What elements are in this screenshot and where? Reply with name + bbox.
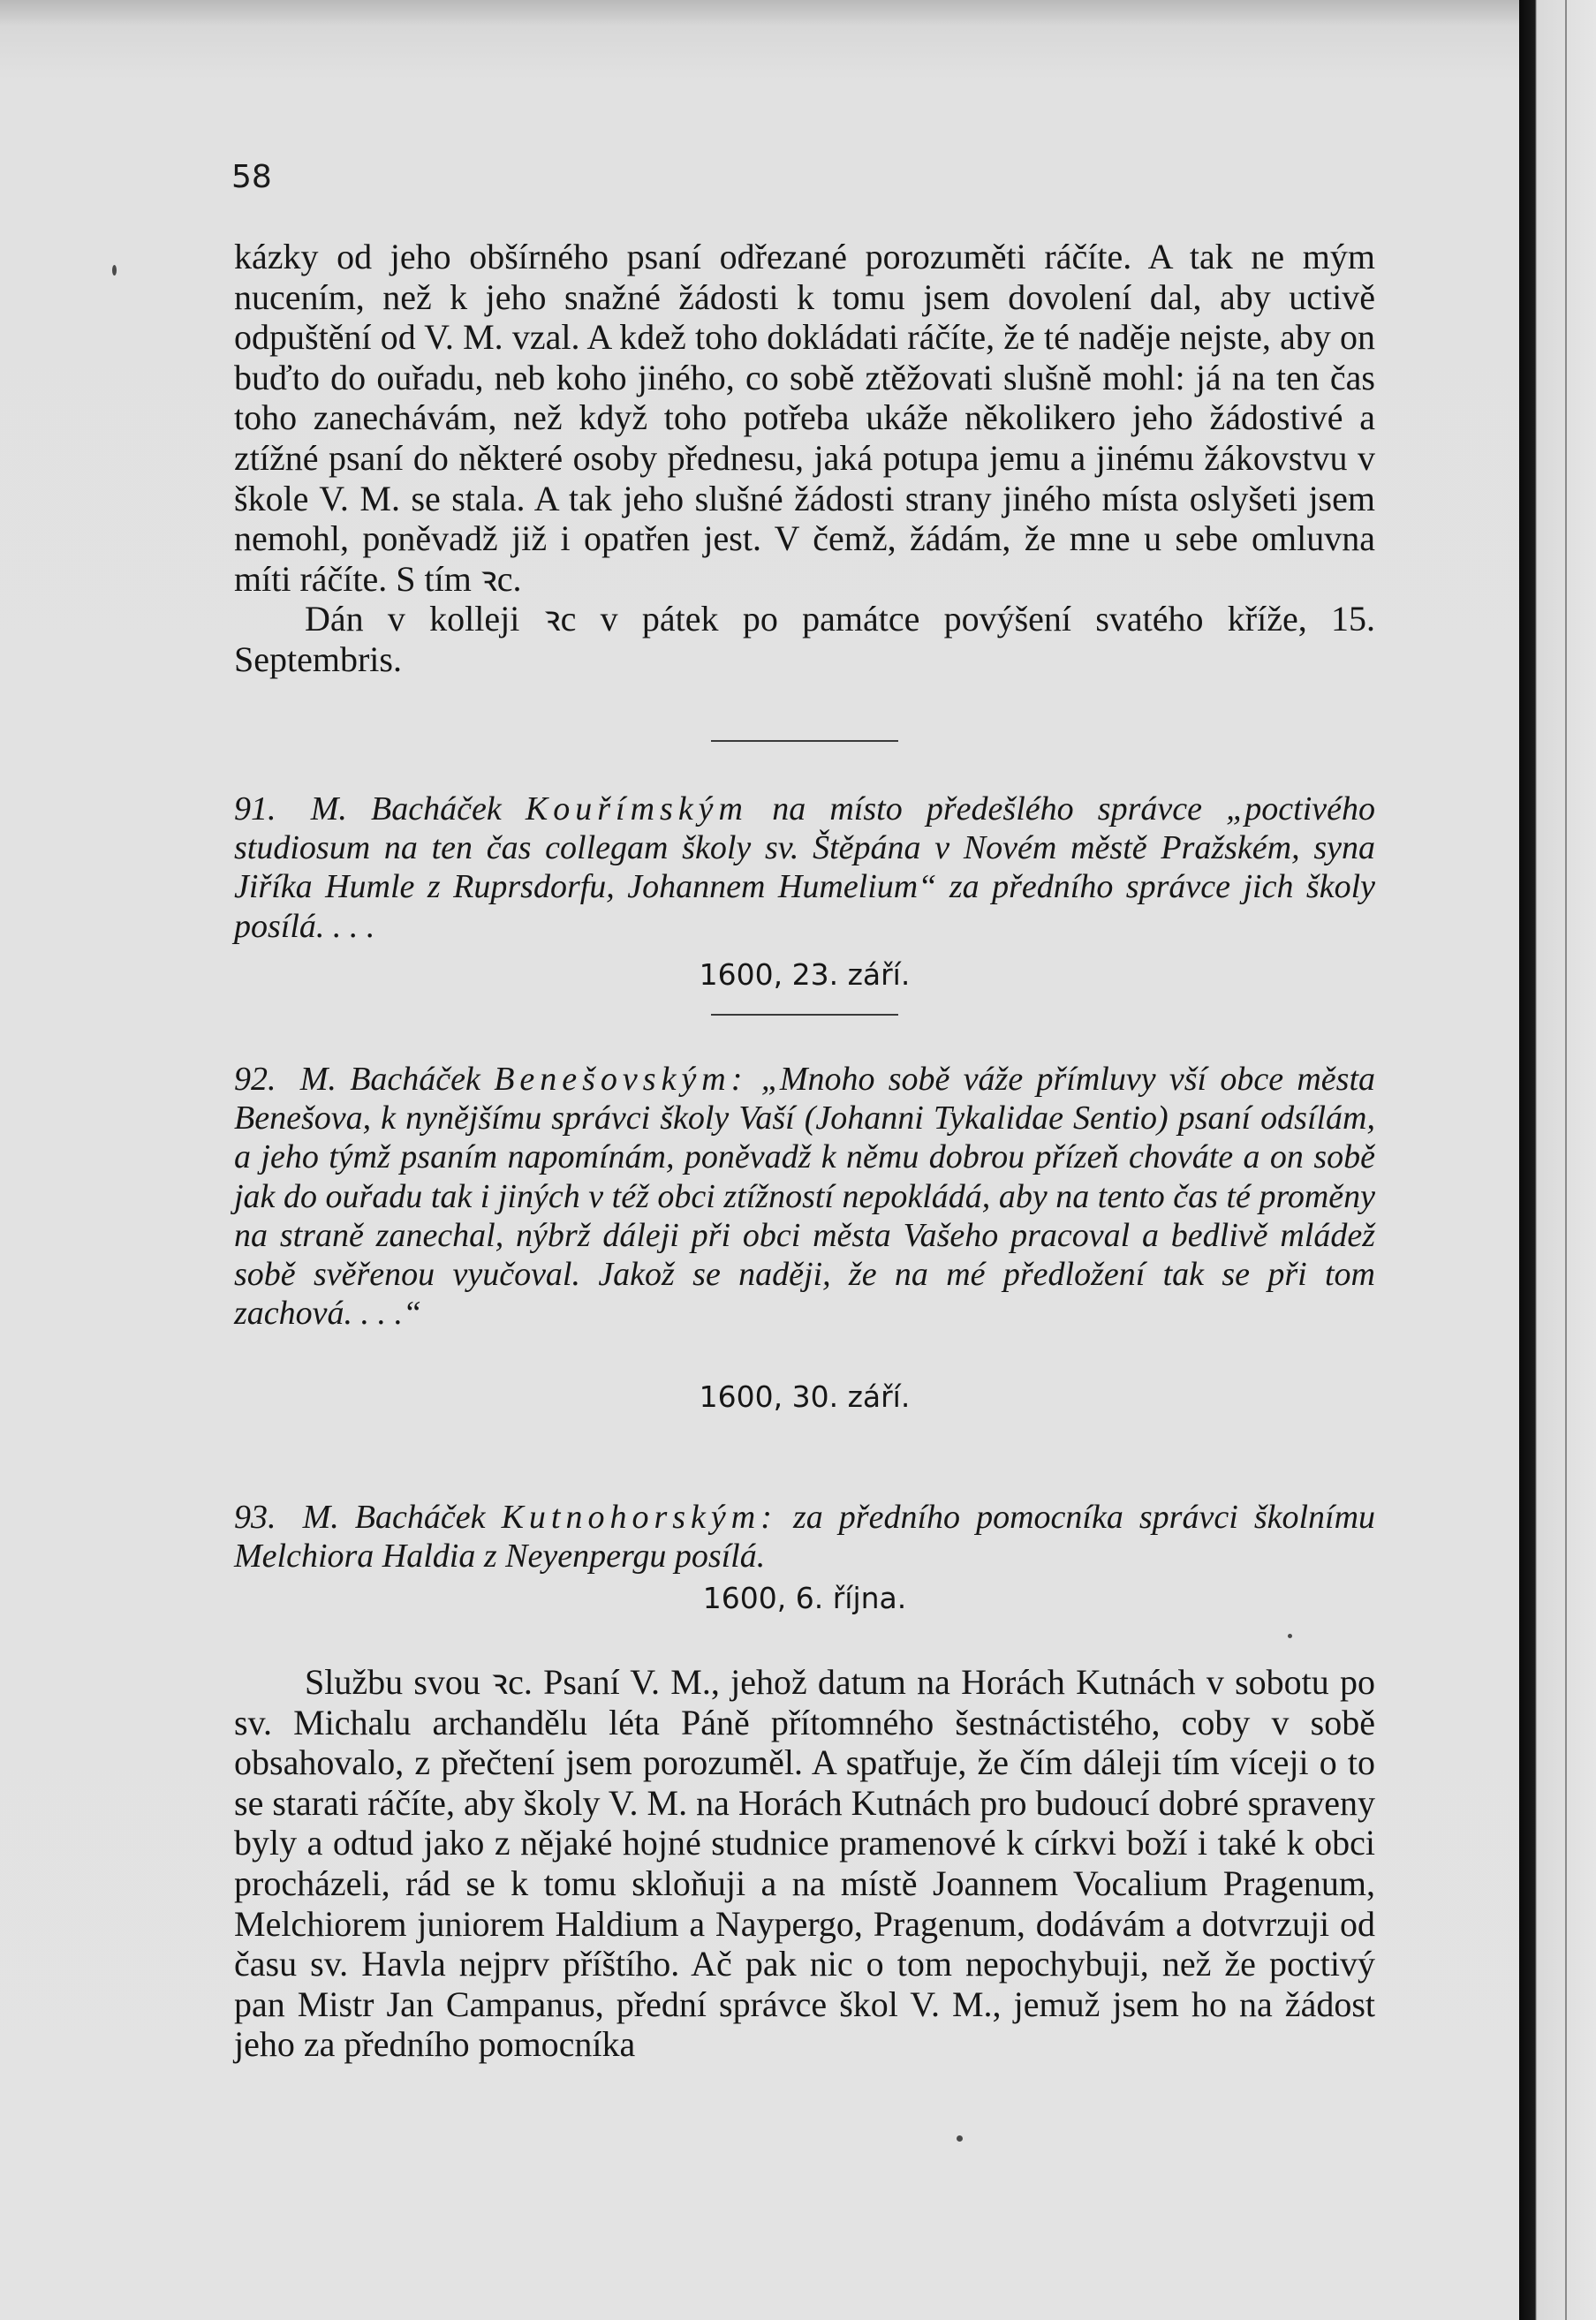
- letter-92-date: 1600, 30. září.: [699, 1379, 911, 1414]
- letter-91-summary: [234, 790, 1375, 946]
- letter-93-date: 1600, 6. října.: [702, 1581, 907, 1615]
- separator-rule: [711, 1014, 898, 1016]
- letter-92-summary: [234, 1060, 1375, 1333]
- letter-number: 92.: [234, 1061, 276, 1098]
- letter-body-paragraph: Službu svou ꝛc. Psaní V. M., jehož datum na Horách Kutnách v sobotu po sv. Michalu archandělu léta Páně přítomného šestnáctistého, coby v sobě obsahovalo, z přečtení jsem porozuměl. A spatřuje, že čím dáleji tím víceji o to se starati ráčíte, aby školy V. M. na Horách Kutnách pro budoucí dobré spraveny byly a odtud jako z nějaké hojné studnice pramenové k církvi boží i také k obci procházeli, rád se k tomu skloňuji a na místě Joannem Vocalium Pragenum, Melchiorem juniorem Haldium a Naypergo, Pragenum, dodávám a dotvrzuji od času sv. Havla nejprv příštího. Ač pak nic o tom nepochybuji, než že poctivý pan Mistr Jan Campanus, přední správce škol V. M., jemuž jsem ho na žádost jeho za předního pomocníka: [234, 1662, 1375, 2065]
- paragraph-dating: Dán v kolleji ꝛc v pátek po památce povýšení svatého kříže, 15. Septembris.: [234, 599, 1375, 679]
- letter-text: „Mnoho sobě váže přímluvy vší obce města Benešova, k nynějšímu správci školy Vaší (Johanni Tykalidae Sentio) psaní odsílám, a jeho týmž psaním napomínám, poněvadž k němu dobrou přízeň chováte a on sobě jak do ouřadu tak i jiných v též obci ztížností nepokládá, aby na tento čas té proměny na straně zanechal, nýbrž dáleji při obci města Vašeho pracoval a bedlivě mládež sobě svěřenou vyučoval. Jakož se naději, že na mé předložení tak se při tom zachová. . . .“: [234, 1061, 1376, 1333]
- separator-rule: [711, 740, 898, 742]
- letter-recipient: Kouřímským: [525, 790, 748, 827]
- letter-number: 91.: [234, 790, 276, 827]
- stray-mark: [957, 2135, 963, 2142]
- letter-author: M. Bacháček: [299, 1061, 480, 1098]
- letter-93-summary: [234, 1498, 1375, 1576]
- letter-author: M. Bacháček: [310, 790, 502, 827]
- letter-recipient: Kutnohorským:: [501, 1499, 777, 1536]
- stray-mark: [1288, 1634, 1292, 1638]
- top-text-block: [234, 237, 1375, 680]
- page-number: 58: [231, 159, 272, 195]
- letter-text: na místo předešlého správce „poctivého studiosum na ten čas collegam školy sv. Štěpána v Novém městě Pražském, syna Jiříka Humle z Ruprsdorfu, Johannem Humelium“ za předního správce jich školy posílá. . . .: [234, 790, 1376, 945]
- letter-text: za předního pomocníka správci školnímu Melchiora Haldia z Neyenpergu posílá.: [234, 1499, 1376, 1576]
- letter-91-date: 1600, 23. září.: [699, 957, 911, 992]
- letter-number: 93.: [234, 1499, 276, 1536]
- letter-author: M. Bacháček: [302, 1499, 486, 1536]
- book-binding-edge: [1519, 0, 1596, 2320]
- paragraph-continuation: kázky od jeho obšírného psaní odřezané porozuměti ráčíte. A tak ne mým nucením, než k jeho snažné žádosti k tomu jsem dovolení dal, aby uctivě odpuštění od V. M. vzal. A kdež toho dokládati ráčíte, že té naděje nejste, aby on buďto do ouřadu, neb koho jiného, co sobě ztěžovati slušně mohl: já na ten čas toho zanechávám, než když toho potřeba ukáže několikero jeho žádostivé a ztížné psaní do některé osoby přednesu, jaká potupa jemu a jinému žákovstvu v škole V. M. se stala. A tak jeho slušné žádosti strany jiného místa oslyšeti jsem nemohl, poněvadž již i opatřen jest. V čemž, žádám, že mne u sebe omluvna míti ráčíte. S tím ꝛc.: [234, 237, 1375, 599]
- letter-93-body: [234, 1662, 1375, 2065]
- letter-recipient: Benešovským:: [494, 1061, 748, 1098]
- margin-mark: [112, 265, 117, 276]
